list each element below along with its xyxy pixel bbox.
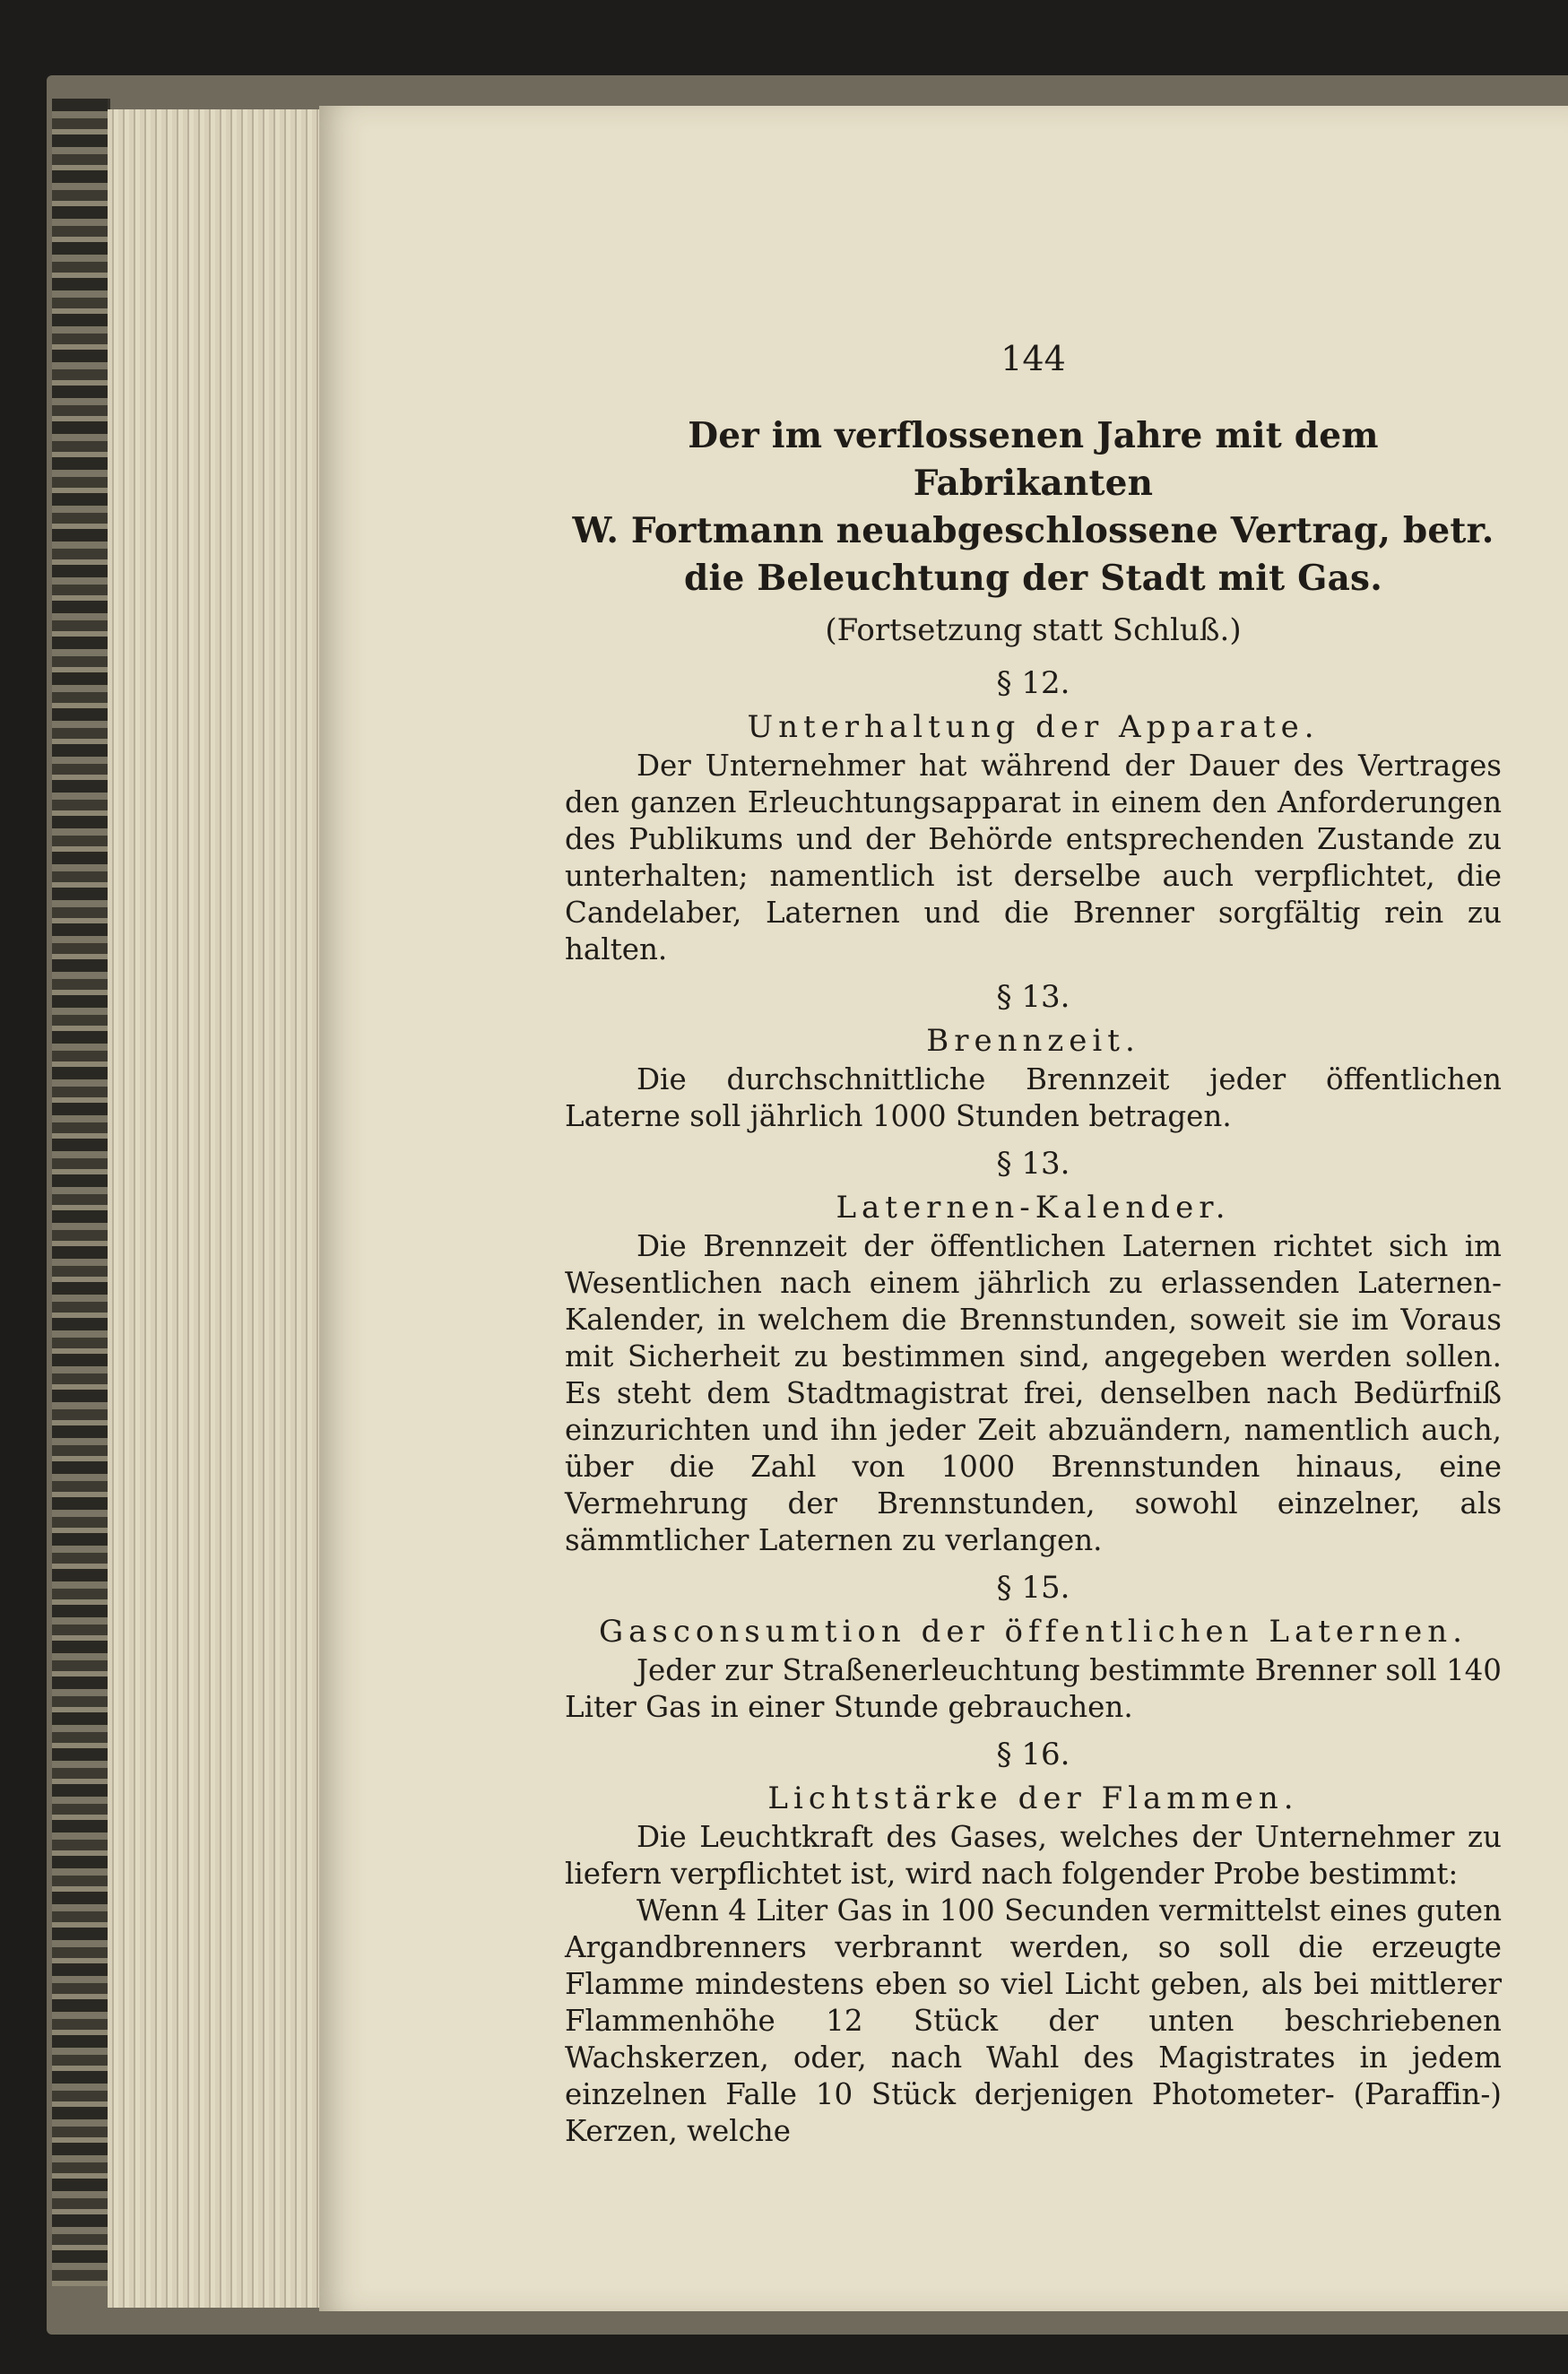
- page-number: 144: [1001, 339, 1066, 378]
- section-title: Laternen-Kalender.: [836, 1190, 1231, 1226]
- section-body: [565, 1652, 1502, 1726]
- section-number: § 16.: [996, 1737, 1070, 1772]
- paragraph: Die durchschnittliche Brennzeit jeder öffentlichen Laterne soll jährlich 1000 Stunden betragen.: [565, 1062, 1502, 1133]
- section-title: Lichtstärke der Flammen.: [767, 1780, 1299, 1816]
- section-title: Gasconsumtion der öffentlichen Laternen.: [599, 1614, 1468, 1650]
- heading-line: die Beleuchtung der Stadt mit Gas.: [683, 558, 1382, 599]
- section-number: § 13.: [996, 1146, 1070, 1182]
- article-heading: [565, 412, 1502, 602]
- paragraph: Der Unternehmer hat während der Dauer des Vertrages den ganzen Erleuchtungsapparat in einem den Anforderungen des Publikums und der Behörde entsprechenden Zustande zu unterhalten; namentlich ist derselbe auch verpflichtet, die Candelaber, Laternen und die Brenner sorgfältig rein zu halten.: [565, 749, 1502, 966]
- paragraph: Jeder zur Straßenerleuchtung bestimmte Brenner soll 140 Liter Gas in einer Stunde gebrauchen.: [565, 1653, 1502, 1724]
- section-body: [565, 1061, 1502, 1135]
- section-title: Brennzeit.: [926, 1023, 1140, 1059]
- article-subtitle: (Fortsetzung statt Schluß.): [825, 612, 1242, 648]
- page-edges: [108, 109, 319, 2308]
- section-number: § 13.: [996, 979, 1070, 1015]
- page-content: [565, 339, 1502, 2150]
- section-title: Unterhaltung der Apparate.: [747, 709, 1320, 745]
- section-body: [565, 748, 1502, 968]
- paragraph: Die Brennzeit der öffentlichen Laternen richtet sich im Wesentlichen nach einem jährlich zu erlassenden Laternen-Kalender, in welchem die Brennstunden, soweit sie im Voraus mit Sicherheit zu bestimmen sind, angegeben werden sollen. Es steht dem Stadtmagistrat frei, denselben nach Bedürfniß einzurichten und ihn jeder Zeit abzuändern, namentlich auch, über die Zahl von 1000 Brennstunden hinaus, eine Vermehrung der Brennstunden, sowohl einzelner, als sämmtlicher Laternen zu verlangen.: [565, 1229, 1502, 1557]
- section-body: [565, 1228, 1502, 1559]
- heading-line: Der im verflossenen Jahre mit dem Fabrikanten: [688, 415, 1379, 504]
- paragraph: Wenn 4 Liter Gas in 100 Secunden vermittelst eines guten Argandbrenners verbrannt werden, so soll die erzeugte Flamme mindestens eben so viel Licht geben, als bei mittlerer Flammenhöhe 12 Stück der unten beschriebenen Wachskerzen, oder, nach Wahl des Magistrates in jedem einzelnen Falle 10 Stück derjenigen Photometer- (Paraffin-) Kerzen, welche: [565, 1893, 1502, 2148]
- book-spine: [52, 99, 110, 2286]
- heading-line: W. Fortmann neuabgeschlossene Vertrag, betr.: [572, 510, 1494, 551]
- section-number: § 15.: [996, 1570, 1070, 1606]
- section-body: [565, 1819, 1502, 2150]
- paragraph: Die Leuchtkraft des Gases, welches der Unternehmer zu liefern verpflichtet ist, wird nach folgender Probe bestimmt:: [565, 1820, 1502, 1891]
- section-number: § 12.: [996, 665, 1070, 701]
